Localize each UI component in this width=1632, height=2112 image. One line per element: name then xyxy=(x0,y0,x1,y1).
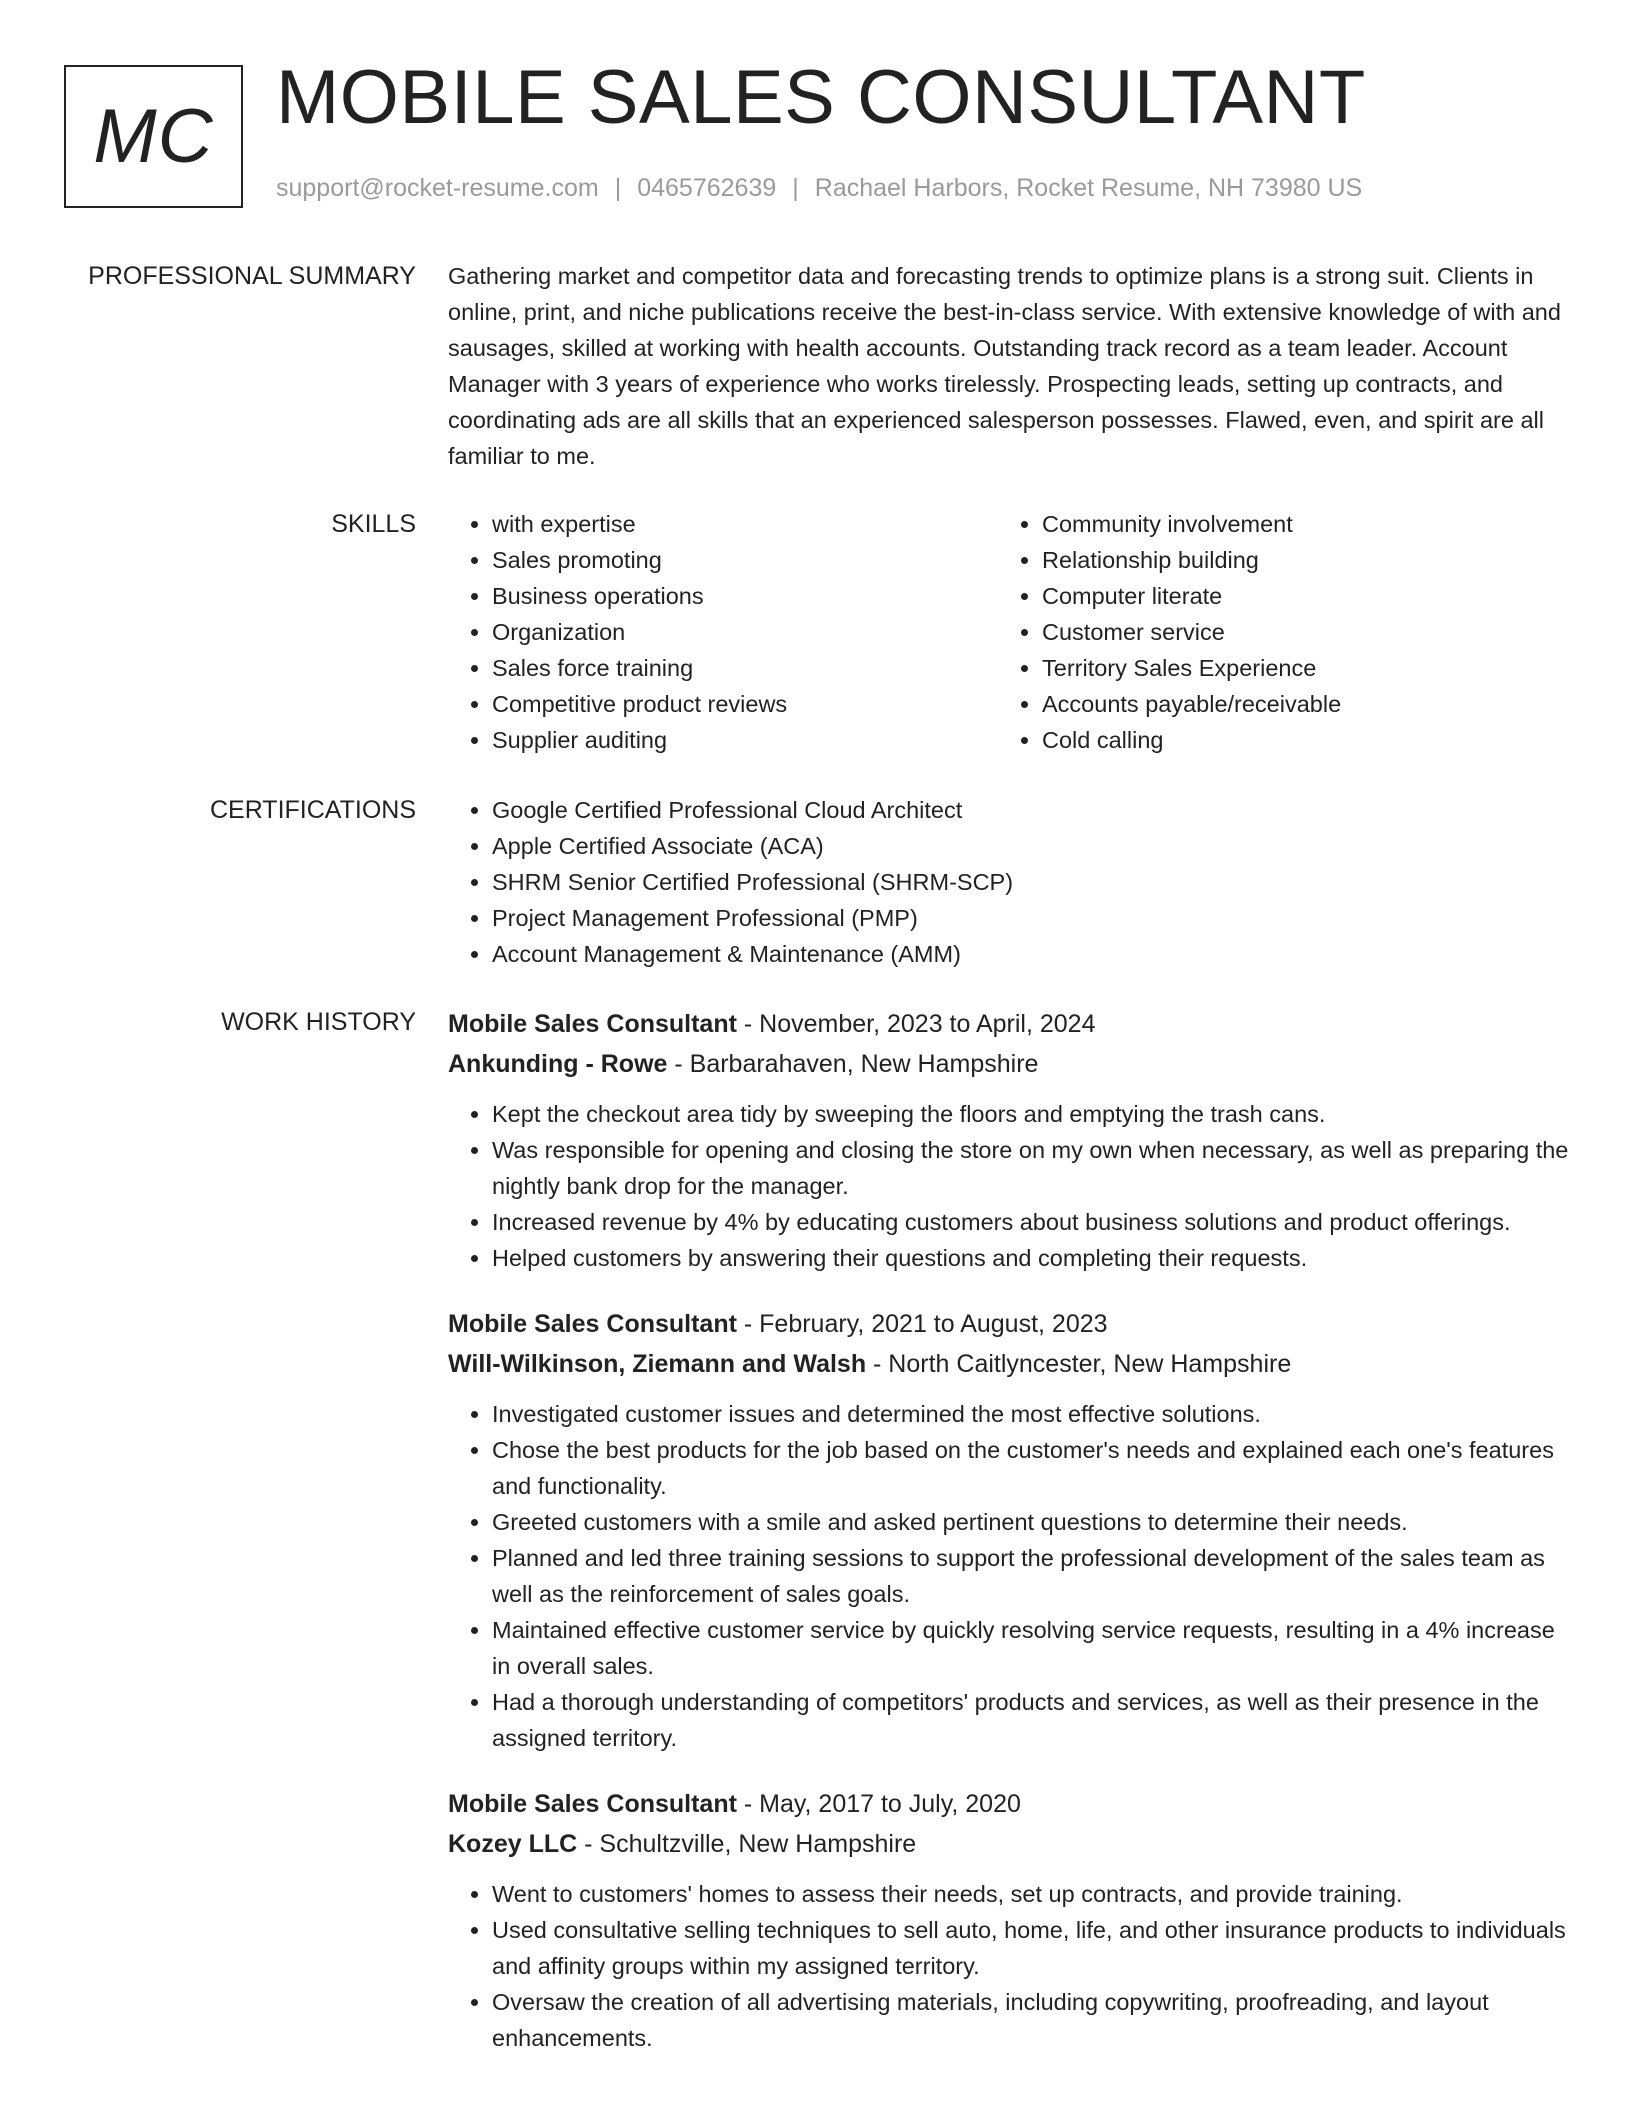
certification-item: • Account Management & Maintenance (AMM) xyxy=(492,936,1570,972)
certification-item: • Google Certified Professional Cloud Architect xyxy=(492,792,1570,828)
job-duty: • Used consultative selling techniques to sell auto, home, life, and other insurance products to individuals and affinity groups within my assigned territory. xyxy=(492,1912,1570,1984)
skill-item: • Cold calling xyxy=(1042,722,1548,758)
job-company: Will-Wilkinson, Ziemann and Walsh xyxy=(448,1350,867,1378)
section-label-summary: PROFESSIONAL SUMMARY xyxy=(88,262,416,290)
job-location: - Barbarahaven, New Hampshire xyxy=(667,1050,1039,1078)
skill-item: • Computer literate xyxy=(1042,578,1548,614)
contact-separator: | xyxy=(792,174,799,202)
skills-content xyxy=(448,506,1570,758)
certification-item: • SHRM Senior Certified Professional (SHRM-SCP) xyxy=(492,864,1570,900)
skill-item: • Customer service xyxy=(1042,614,1548,650)
section-label-skills: SKILLS xyxy=(331,510,416,538)
job-company-line xyxy=(448,1824,1570,1864)
job-title-line xyxy=(448,1784,1570,1824)
job-duty: • Had a thorough understanding of competitors' products and services, as well as their presence in the assigned territory. xyxy=(492,1684,1570,1756)
skill-item: • Supplier auditing xyxy=(492,722,998,758)
skill-item: • with expertise xyxy=(492,506,998,542)
certification-item: • Project Management Professional (PMP) xyxy=(492,900,1570,936)
job-dates: - May, 2017 to July, 2020 xyxy=(736,1790,1021,1818)
skill-item: • Territory Sales Experience xyxy=(1042,650,1548,686)
job-company-line xyxy=(448,1344,1570,1384)
skill-item: • Relationship building xyxy=(1042,542,1548,578)
contact-separator: | xyxy=(614,174,622,202)
skill-item: • Organization xyxy=(492,614,998,650)
skills-list-left xyxy=(448,506,998,758)
job-entry xyxy=(448,1784,1570,2056)
job-duty: • Oversaw the creation of all advertising materials, including copywriting, proofreading, and layout enhancements. xyxy=(492,1984,1570,2056)
job-duty: • Was responsible for opening and closing the store on my own when necessary, as well as preparing the nightly bank drop for the manager. xyxy=(492,1132,1570,1204)
job-duty: • Helped customers by answering their questions and completing their requests. xyxy=(492,1240,1570,1276)
job-duty: • Investigated customer issues and determined the most effective solutions. xyxy=(492,1396,1570,1432)
section-label-work-history: WORK HISTORY xyxy=(221,1008,416,1036)
skills-list-right xyxy=(998,506,1548,758)
contact-phone: 0465762639 xyxy=(637,174,777,202)
monogram-badge: MC xyxy=(64,65,243,208)
job-duty: • Went to customers' homes to assess their needs, set up contracts, and provide training. xyxy=(492,1876,1570,1912)
section-label-certifications: CERTIFICATIONS xyxy=(209,796,416,824)
contact-line xyxy=(276,174,1362,203)
certification-item: • Apple Certified Associate (ACA) xyxy=(492,828,1570,864)
job-duties-list xyxy=(448,1096,1570,1276)
job-location: - Schultzville, New Hampshire xyxy=(577,1830,917,1858)
job-title-line xyxy=(448,1304,1570,1344)
job-location: - North Caitlyncester, New Hampshire xyxy=(866,1350,1292,1378)
summary-text: Gathering market and competitor data and forecasting trends to optimize plans is a strong suit. Clients in online, print, and niche publications receive the best-in-class service. With extensive knowledge of with and sausages, skilled at working with health accounts. Outstanding track record as a team leader. Account Manager with 3 years of experience who works tirelessly. Prospecting leads, setting up contracts, and coordinating ads are all skills that an experienced salesperson possesses. Flawed, even, and spirit are all familiar to me. xyxy=(448,263,1561,469)
job-dates: - February, 2021 to August, 2023 xyxy=(736,1310,1108,1338)
certifications-list xyxy=(448,792,1570,972)
skill-item: • Sales force training xyxy=(492,650,998,686)
job-company: Ankunding - Rowe xyxy=(448,1050,668,1078)
job-title-line xyxy=(448,1004,1570,1044)
job-duty: • Chose the best products for the job based on the customer's needs and explained each one's features and functionality. xyxy=(492,1432,1570,1504)
job-entry xyxy=(448,1004,1570,1276)
job-dates: - November, 2023 to April, 2024 xyxy=(736,1010,1096,1038)
job-company: Kozey LLC xyxy=(448,1830,578,1858)
job-duties-list xyxy=(448,1396,1570,1756)
job-company-line xyxy=(448,1044,1570,1084)
certifications-content xyxy=(448,792,1570,972)
skill-item: • Business operations xyxy=(492,578,998,614)
job-title: Mobile Sales Consultant xyxy=(448,1310,737,1338)
skill-item: • Competitive product reviews xyxy=(492,686,998,722)
job-title: Mobile Sales Consultant xyxy=(448,1010,737,1038)
job-duty: • Maintained effective customer service by quickly resolving service requests, resulting in a 4% increase in overall sales. xyxy=(492,1612,1570,1684)
job-duty: • Greeted customers with a smile and asked pertinent questions to determine their needs. xyxy=(492,1504,1570,1540)
skill-item: • Community involvement xyxy=(1042,506,1548,542)
job-duty: • Increased revenue by 4% by educating customers about business solutions and product offerings. xyxy=(492,1204,1570,1240)
summary-content xyxy=(448,258,1570,474)
skill-item: • Accounts payable/receivable xyxy=(1042,686,1548,722)
skill-item: • Sales promoting xyxy=(492,542,998,578)
job-duty: • Kept the checkout area tidy by sweeping the floors and emptying the trash cans. xyxy=(492,1096,1570,1132)
job-duty: • Planned and led three training sessions to support the professional development of the sales team as well as the reinforcement of sales goals. xyxy=(492,1540,1570,1612)
job-title: Mobile Sales Consultant xyxy=(448,1790,737,1818)
contact-address: Rachael Harbors, Rocket Resume, NH 73980 US xyxy=(814,174,1363,202)
job-entry xyxy=(448,1304,1570,1756)
contact-email: support@rocket-resume.com xyxy=(276,174,599,202)
resume-title: MOBILE SALES CONSULTANT xyxy=(276,55,1366,140)
job-duties-list xyxy=(448,1876,1570,2056)
work-history-content xyxy=(448,1004,1570,2084)
